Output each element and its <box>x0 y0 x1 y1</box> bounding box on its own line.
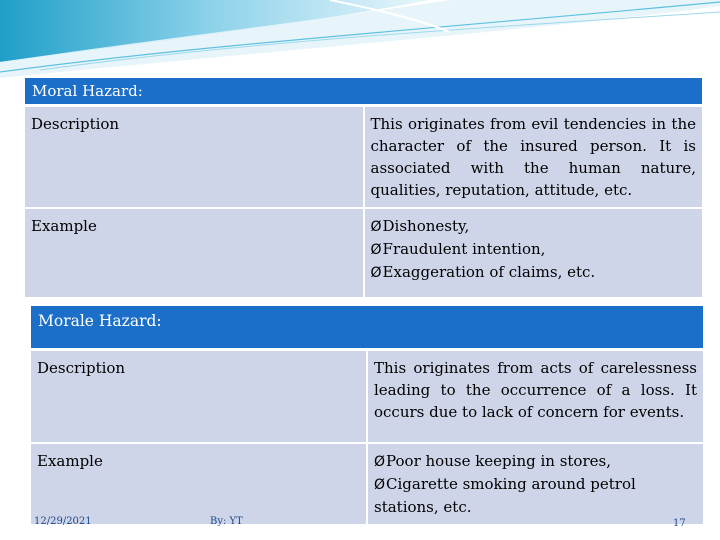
arrow-bullet-icon: Ø <box>374 454 386 470</box>
table-row <box>31 349 703 443</box>
list-item: ØFraudulent intention, <box>370 240 546 258</box>
description-label: Description <box>31 349 367 443</box>
description-text: This originates from evil tendencies in the character of the insured person. It is associated with the human nature, qualities, reputation, attitude, etc. <box>364 106 703 209</box>
description-label: Description <box>25 106 364 209</box>
footer-date: 12/29/2021 <box>34 516 92 527</box>
arrow-bullet-icon: Ø <box>370 219 382 235</box>
decorative-swoosh <box>0 0 720 80</box>
footer-author: By: YT <box>210 516 243 527</box>
list-item: ØDishonesty, <box>370 217 470 235</box>
morale-hazard-heading: Morale Hazard: <box>31 306 703 349</box>
page-number: 17 <box>673 518 686 529</box>
example-label: Example <box>31 443 367 524</box>
morale-hazard-table <box>31 306 703 524</box>
arrow-bullet-icon: Ø <box>370 242 382 258</box>
example-cell <box>364 208 703 297</box>
moral-hazard-heading: Moral Hazard: <box>25 78 702 106</box>
example-cell <box>367 443 703 524</box>
list-item: ØCigarette smoking around petrol stations, etc. <box>374 475 636 516</box>
example-list <box>374 450 697 518</box>
moral-hazard-table <box>25 78 702 297</box>
arrow-bullet-icon: Ø <box>370 265 382 281</box>
description-text: This originates from acts of carelessness leading to the occurrence of a loss. It occurs due to lack of concern for events. <box>367 349 703 443</box>
example-list <box>371 215 697 284</box>
table-row <box>25 106 702 209</box>
table-row <box>31 443 703 524</box>
table-row <box>25 208 702 297</box>
example-label: Example <box>25 208 364 297</box>
list-item: ØExaggeration of claims, etc. <box>370 263 596 281</box>
arrow-bullet-icon: Ø <box>374 477 386 493</box>
list-item: ØPoor house keeping in stores, <box>374 452 611 470</box>
